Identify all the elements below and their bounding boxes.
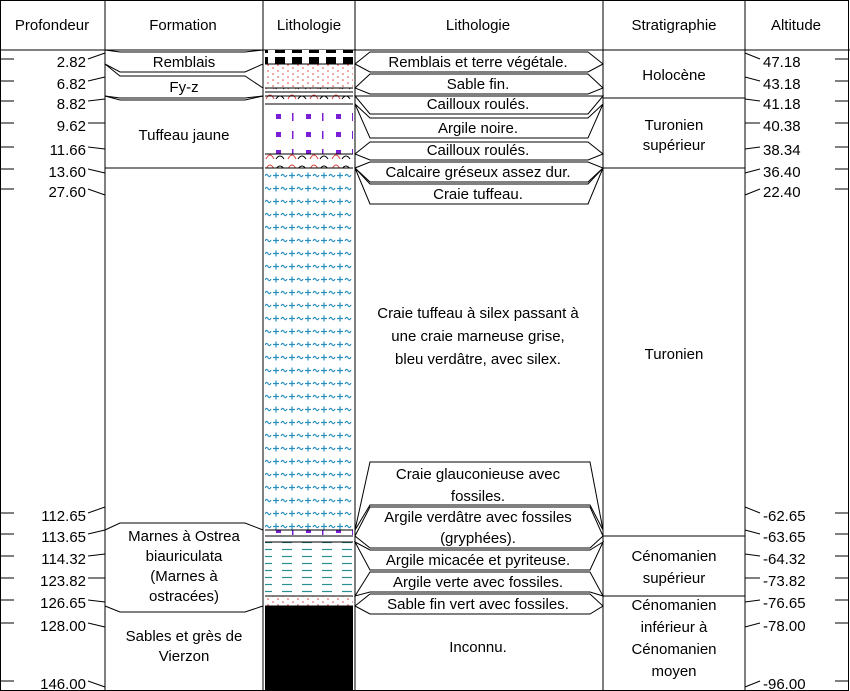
- stratigraphy-label: Turonien: [644, 117, 704, 134]
- stratigraphy-label: supérieur: [642, 137, 706, 154]
- altitude-label: 40.38: [763, 118, 801, 135]
- depth-connector: [88, 623, 105, 627]
- altitude-label: -62.65: [763, 508, 806, 525]
- lithology-description: bleu verdâtre, avec silex.: [395, 351, 561, 368]
- depth-connector: [88, 53, 105, 59]
- depth-label: 8.82: [56, 96, 86, 113]
- lithology-description: Inconnu.: [449, 639, 507, 656]
- lithology-description: fossiles.: [450, 488, 506, 505]
- altitude-connector: [745, 530, 760, 534]
- lithology-description: Calcaire gréseux assez dur.: [385, 164, 571, 181]
- altitude-label: -96.00: [763, 676, 806, 691]
- depth-connector: [88, 554, 105, 556]
- altitude-connector: [745, 681, 760, 687]
- litho-inconnu: [265, 606, 353, 691]
- lithology-description: (gryphées).: [440, 530, 516, 547]
- formation-label: Marnes à Ostrea: [128, 528, 240, 545]
- lithology-description: Argile verte avec fossiles.: [392, 574, 564, 591]
- header-depth: Profondeur: [14, 17, 90, 34]
- formation-label: biauriculata: [145, 548, 223, 565]
- depth-label: 114.32: [41, 551, 86, 568]
- depth-label: 2.82: [56, 54, 86, 71]
- litho-argile-verte: [265, 542, 353, 596]
- altitude-label: 43.18: [763, 76, 801, 93]
- depth-connector: [88, 681, 105, 687]
- stratigraphy-label: Turonien: [644, 346, 704, 363]
- lithology-description: Sable fin.: [446, 76, 510, 93]
- stratigraphy-label: Cénomanien: [631, 597, 717, 614]
- lithology-description: Argile micacée et pyriteuse.: [385, 552, 571, 569]
- formation-label: ostracées): [148, 588, 220, 605]
- depth-connector: [88, 77, 105, 81]
- litho-sable-fin: [265, 64, 353, 88]
- depth-label: 146.00: [40, 676, 86, 691]
- depth-connector: [88, 600, 105, 602]
- depth-label: 9.62: [56, 118, 86, 135]
- litho-remblais: [265, 50, 353, 64]
- depth-connector: [88, 530, 105, 534]
- altitude-connector: [745, 189, 760, 195]
- depth-connector: [88, 99, 105, 101]
- altitude-label: -64.32: [763, 551, 806, 568]
- depth-label: 13.60: [48, 164, 86, 181]
- header-lithology-column: Lithologie: [276, 17, 342, 34]
- altitude-connector: [745, 99, 760, 101]
- depth-connector: [88, 507, 105, 513]
- altitude-label: -63.65: [763, 529, 806, 546]
- litho-craie: [265, 168, 353, 530]
- formation-label: Sables et grès de: [125, 628, 243, 645]
- header-formation: Formation: [149, 17, 217, 34]
- altitude-label: 41.18: [763, 96, 801, 113]
- header-altitude: Altitude: [770, 17, 822, 34]
- altitude-connector: [745, 53, 760, 59]
- depth-connector: [88, 169, 105, 173]
- altitude-label: 47.18: [763, 54, 801, 71]
- formation-label: Fy-z: [169, 79, 199, 96]
- header-stratigraphy: Stratigraphie: [631, 17, 717, 34]
- depth-label: 6.82: [56, 76, 86, 93]
- altitude-label: -73.82: [763, 573, 806, 590]
- altitude-connector: [745, 600, 760, 602]
- stratigraphy-label: Cénomanien: [631, 548, 717, 565]
- altitude-label: 38.34: [763, 142, 801, 159]
- litho-argile-noire: [265, 104, 353, 154]
- stratigraphy-label: supérieur: [642, 570, 706, 587]
- lithology-description: Cailloux roulés.: [426, 142, 530, 159]
- altitude-label: -76.65: [763, 595, 806, 612]
- altitude-label: -78.00: [763, 618, 806, 635]
- lithology-column: [265, 50, 353, 691]
- altitude-connector: [745, 169, 760, 173]
- stratigraphy-label: Cénomanien: [631, 641, 717, 658]
- formation-label: Vierzon: [158, 648, 210, 665]
- altitude-connector: [745, 623, 760, 627]
- stratigraphy-label: Holocène: [642, 67, 706, 84]
- formation-label: (Marnes à: [150, 568, 218, 585]
- litho-cailloux-2: [265, 154, 353, 168]
- lithology-description: Remblais et terre végétale.: [388, 54, 568, 71]
- lithology-description: Craie tuffeau à silex passant à: [377, 305, 579, 322]
- altitude-connector: [745, 77, 760, 81]
- formation-label: Remblais: [152, 54, 216, 71]
- lithology-description: Argile verdâtre avec fossiles: [384, 509, 572, 526]
- depth-label: 126.65: [40, 595, 86, 612]
- depth-label: 112.65: [41, 508, 86, 525]
- lithology-description: Craie tuffeau.: [433, 186, 523, 203]
- lithology-description: Cailloux roulés.: [426, 96, 530, 113]
- depth-label: 128.00: [40, 618, 86, 635]
- lithology-description: Craie glauconieuse avec: [395, 466, 561, 483]
- depth-label: 123.82: [40, 573, 86, 590]
- altitude-label: 22.40: [763, 184, 801, 201]
- depth-label: 11.66: [49, 142, 86, 159]
- lithology-description: une craie marneuse grise,: [391, 328, 565, 345]
- depth-connector: [88, 147, 105, 149]
- stratigraphy-label: inférieur à: [640, 619, 708, 636]
- formation-label: Tuffeau jaune: [138, 127, 230, 144]
- lithology-description: Sable fin vert avec fossiles.: [387, 596, 569, 613]
- altitude-label: 36.40: [763, 164, 801, 181]
- depth-label: 113.65: [41, 529, 86, 546]
- altitude-connector: [745, 554, 760, 556]
- depth-connector: [88, 189, 105, 195]
- header-lithology-description: Lithologie: [445, 17, 511, 34]
- stratigraphy-label: moyen: [651, 663, 697, 680]
- depth-label: 27.60: [48, 184, 86, 201]
- altitude-connector: [745, 147, 760, 149]
- altitude-connector: [745, 507, 760, 513]
- litho-sable-vert: [265, 596, 353, 606]
- lithology-description: Argile noire.: [437, 120, 519, 137]
